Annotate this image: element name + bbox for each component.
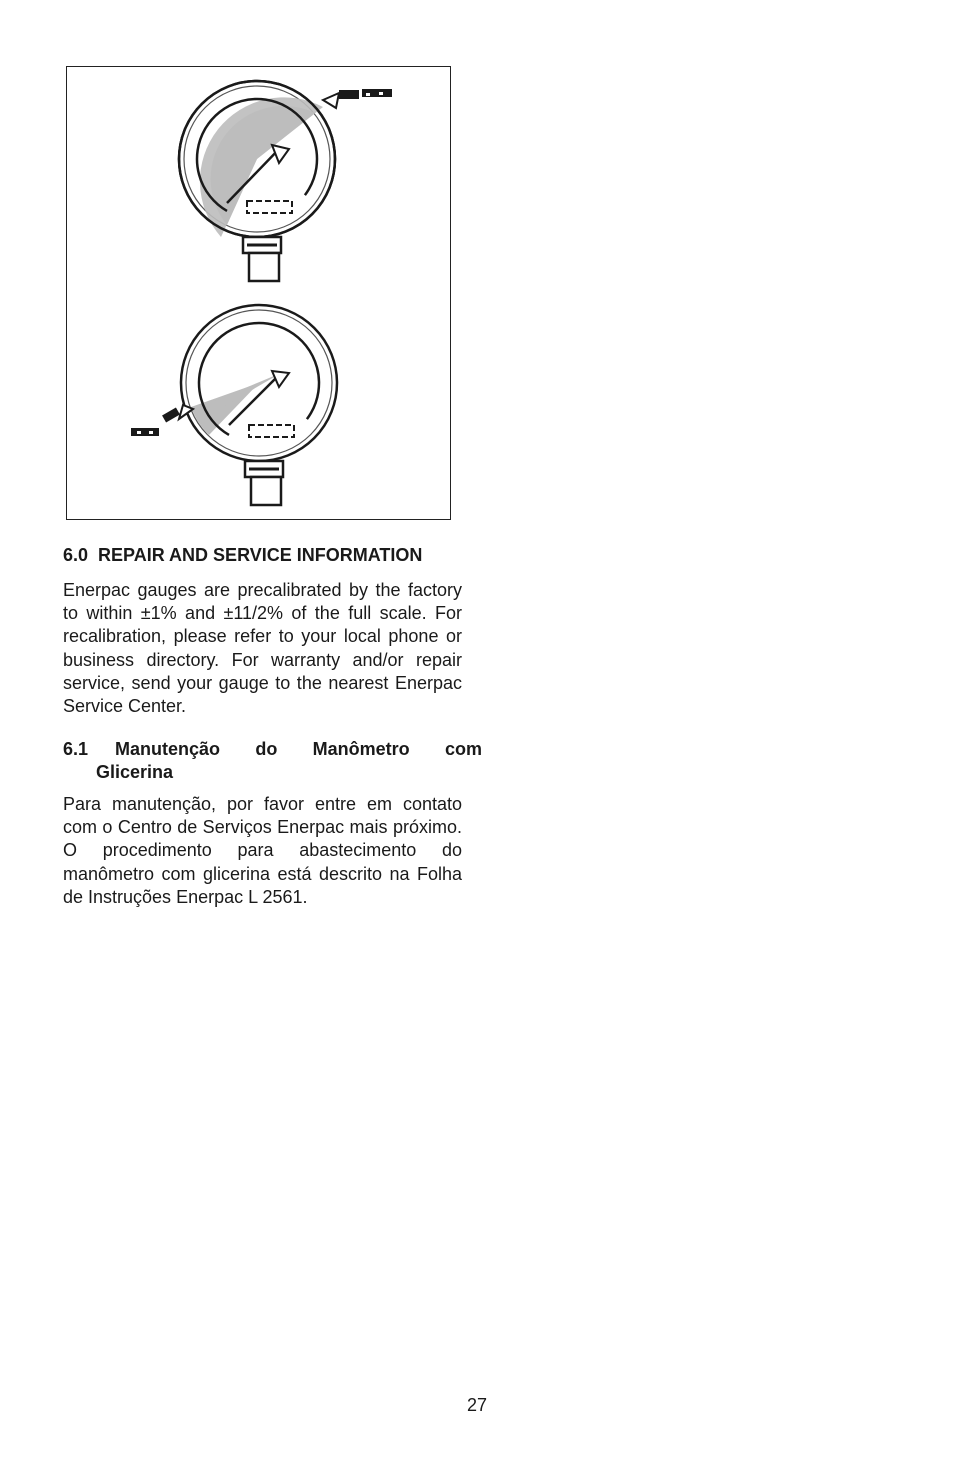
page-number: 27 (467, 1395, 488, 1415)
section-6-1-number: 6.1 (63, 739, 89, 759)
section-6-1-heading (63, 738, 482, 784)
section-6-0-title: REPAIR AND SERVICE INFORMATION (98, 545, 423, 565)
top-gauge-arrow-icon (323, 93, 339, 108)
top-gauge-callout-label (339, 89, 392, 99)
top-gauge (175, 77, 392, 281)
bottom-gauge (131, 301, 341, 505)
gauge-drawing (67, 67, 452, 521)
section-6-1-title-line2: Glicerina (96, 762, 174, 782)
section-6-1-title-line1: Manutenção do Manômetro com (115, 739, 482, 759)
section-6-1-heading-line1 (63, 738, 482, 761)
section-6-0-body: Enerpac gauges are precalibrated by the factory to within ±1% and ±11/2% of the full scale. For recalibration, please refer to your local phone or business directory. For warranty and/or repair service, send your gauge to the nearest Enerpac Service Center. (63, 580, 462, 717)
section-6-1-body: Para manutenção, por favor entre em contato com o Centro de Serviços Enerpac mais próximo. O procedimento para abastecimento do manômetro com glicerina está descrito na Folha de Instruções Enerpac L 2561. (63, 794, 462, 907)
section-6-0-number: 6.0 (63, 545, 89, 565)
section-6-0-heading (63, 544, 483, 567)
bottom-gauge-callout-label (131, 408, 180, 436)
gauge-illustration (66, 66, 451, 520)
